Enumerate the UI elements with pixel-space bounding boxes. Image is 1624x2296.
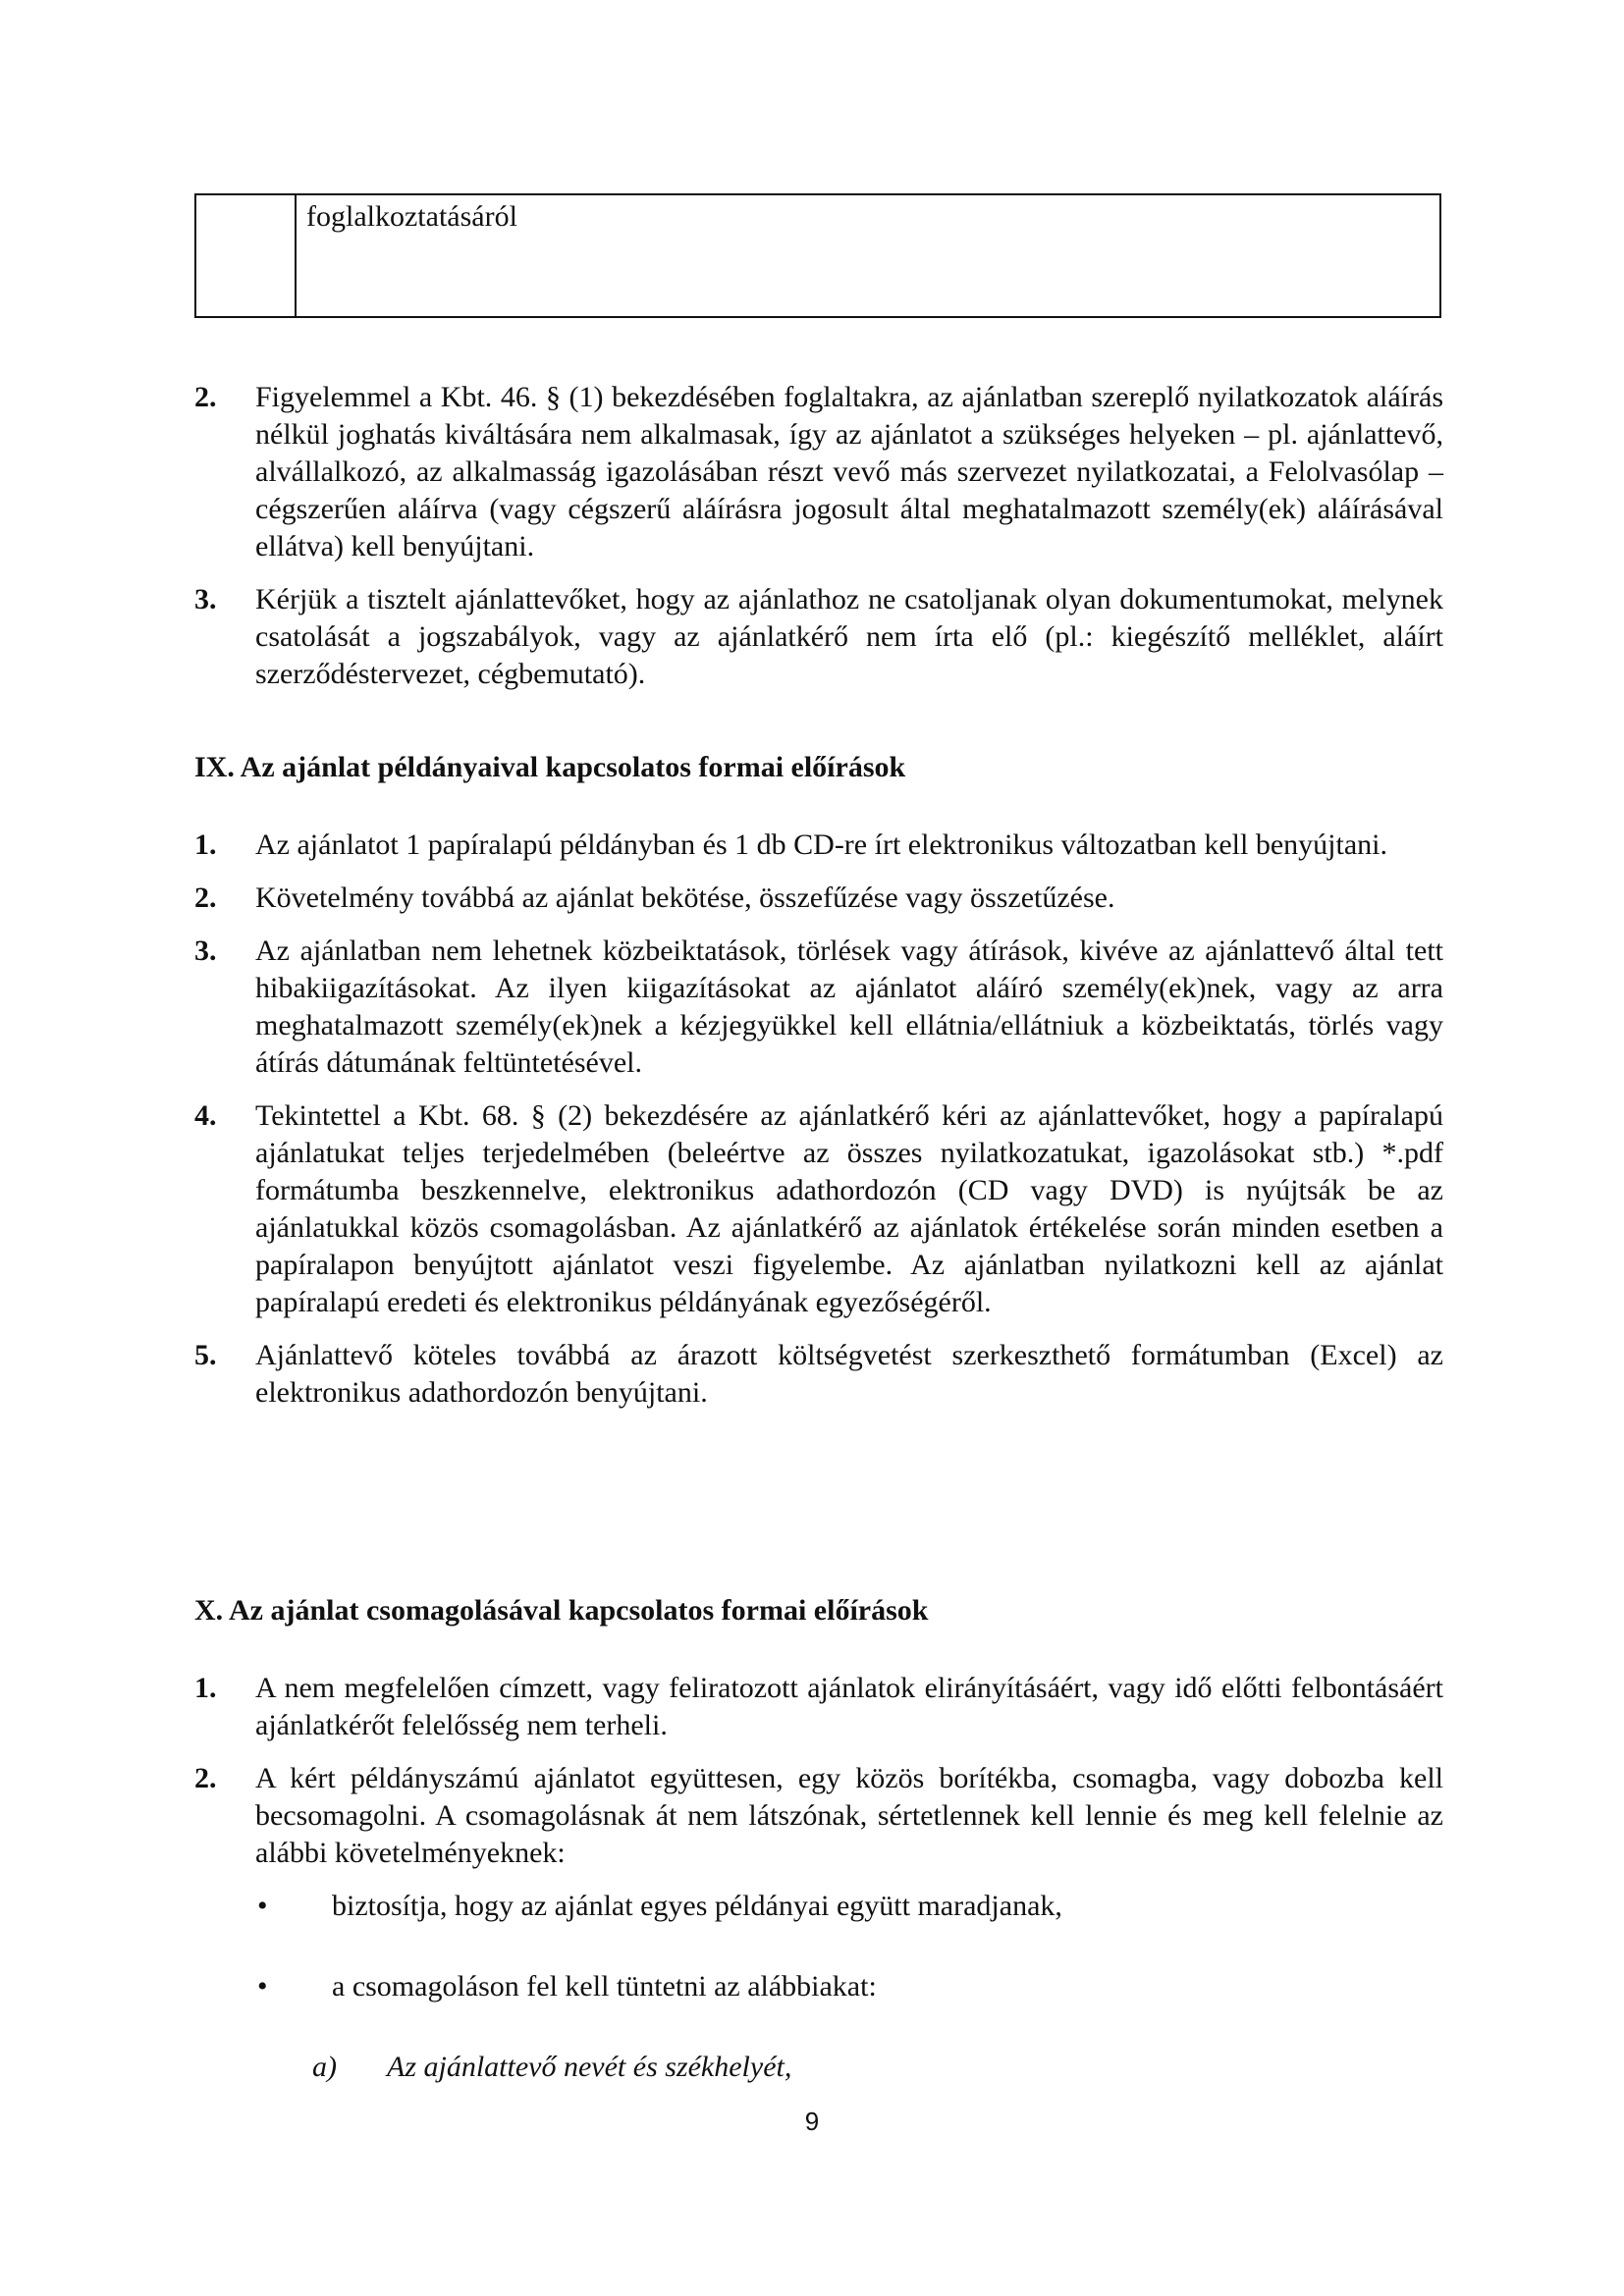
section-viii-continuation: [194, 379, 1443, 709]
list-item-text: A nem megfelelően címzett, vagy feliratozott ajánlatok elirányításáért, vagy idő előtti felbontásáért ajánlatkérőt felelősség nem terheli.: [255, 1672, 1443, 1741]
bullet-text: biztosítja, hogy az ajánlat egyes példányai együtt maradjanak,: [332, 1890, 1062, 1922]
list-item: [194, 880, 1443, 917]
list-item-number: 5.: [194, 1339, 217, 1371]
list-item-number: 2.: [194, 881, 217, 914]
section-x: [194, 1593, 1443, 2086]
bullet-item: [194, 1888, 1443, 1925]
list-item-text: Követelmény továbbá az ajánlat bekötése, összefűzése vagy összetűzése.: [255, 881, 1115, 914]
list-item-number: 3.: [194, 583, 217, 615]
list-item: [194, 1097, 1443, 1321]
section-ix: [194, 750, 1443, 1427]
bullet-icon: •: [257, 1970, 268, 2002]
section-heading: X. Az ajánlat csomagolásával kapcsolatos formai előírások: [194, 1594, 929, 1627]
bullet-icon: •: [257, 1890, 268, 1922]
sub-item-text: Az ajánlattevő nevét és székhelyét,: [387, 2051, 792, 2083]
list-item: [194, 379, 1443, 565]
list-item-number: 2.: [194, 381, 217, 413]
list-item: [194, 1337, 1443, 1412]
bullet-item: [194, 1968, 1443, 2005]
sub-item-letter: a): [312, 2051, 337, 2083]
list-item-text: A kért példányszámú ajánlatot együttesen, egy közös borítékba, csomagba, vagy dobozba kell becsomagolni. A csomagolásnak át nem látszónak, sértetlennek kell lennie és meg kell felelnie az alábbi követelményeknek:: [255, 1762, 1443, 1869]
list-item: [194, 1760, 1443, 1872]
page-number: 9: [804, 2107, 820, 2136]
sub-item: [194, 2049, 1443, 2086]
table-cell-text: foglalkoztatásáról: [306, 200, 517, 233]
list-item-text: Tekintettel a Kbt. 68. § (2) bekezdésére az ajánlatkérő kéri az ajánlattevőket, hogy a papíralapú ajánlatukat teljes terjedelmében (beleértve az összes nyilatkozatukat, igazolásokat stb.) *.pdf formátumba beszkennelve, elektronikus adathordozón (CD vagy DVD) is nyújtsák be az ajánlatukkal közös csomagolásban. Az ajánlatkérő az ajánlatok értékelése során minden esetben a papíralapon benyújtott ajánlatot veszi figyelembe. Az ajánlatban nyilatkozni kell az ajánlat papíralapú eredeti és elektronikus példányának egyezőségéről.: [255, 1099, 1443, 1318]
top-table: [194, 193, 1441, 318]
list-item-number: 2.: [194, 1762, 217, 1794]
list-item-text: Az ajánlatban nem lehetnek közbeiktatások, törlések vagy átírások, kivéve az ajánlattevő által tett hibakiigazításokat. Az ilyen kiigazításokat az ajánlatot aláíró személy(ek)nek, vagy az arra meghatalmazott személy(ek)nek a kézjegyükkel kell ellátnia/ellátniuk a közbeiktatás, törlés vagy átírás dátumának feltüntetésével.: [255, 934, 1443, 1079]
list-item-text: Az ajánlatot 1 papíralapú példányban és 1 db CD-re írt elektronikus változatban kell benyújtani.: [255, 828, 1387, 861]
bullet-text: a csomagoláson fel kell tüntetni az alábbiakat:: [332, 1970, 877, 2002]
list-item: [194, 827, 1443, 864]
list-item: [194, 581, 1443, 693]
list-item: [194, 1670, 1443, 1744]
list-item-text: Ajánlattevő köteles továbbá az árazott költségvetést szerkeszthető formátumban (Excel) az elektronikus adathordozón benyújtani.: [255, 1339, 1443, 1409]
list-item-text: Figyelemmel a Kbt. 46. § (1) bekezdésében foglaltakra, az ajánlatban szereplő nyilatkozatok aláírás nélkül joghatás kiváltására nem alkalmasak, így az ajánlatot a szükséges helyeken – pl. ajánlattevő, alvállalkozó, az alkalmasság igazolásában részt vevő más szervezet nyilatkozatai, a Felolvasólap – cégszerűen aláírva (vagy cégszerű aláírásra jogosult által meghatalmazott személy(ek) aláírásával ellátva) kell benyújtani.: [255, 381, 1443, 562]
list-item-number: 3.: [194, 934, 217, 967]
list-item-text: Kérjük a tisztelt ajánlattevőket, hogy az ajánlathoz ne csatoljanak olyan dokumentumokat, melynek csatolását a jogszabályok, vagy az ajánlatkérő nem írta elő (pl.: kiegészítő melléklet, aláírt szerződéstervezet, cégbemutató).: [255, 583, 1443, 690]
list-item-number: 4.: [194, 1099, 217, 1132]
list-item-number: 1.: [194, 828, 217, 861]
list-item-number: 1.: [194, 1672, 217, 1704]
section-heading: IX. Az ajánlat példányaival kapcsolatos formai előírások: [194, 751, 906, 783]
table-cell-empty: [196, 195, 297, 316]
list-item: [194, 933, 1443, 1082]
